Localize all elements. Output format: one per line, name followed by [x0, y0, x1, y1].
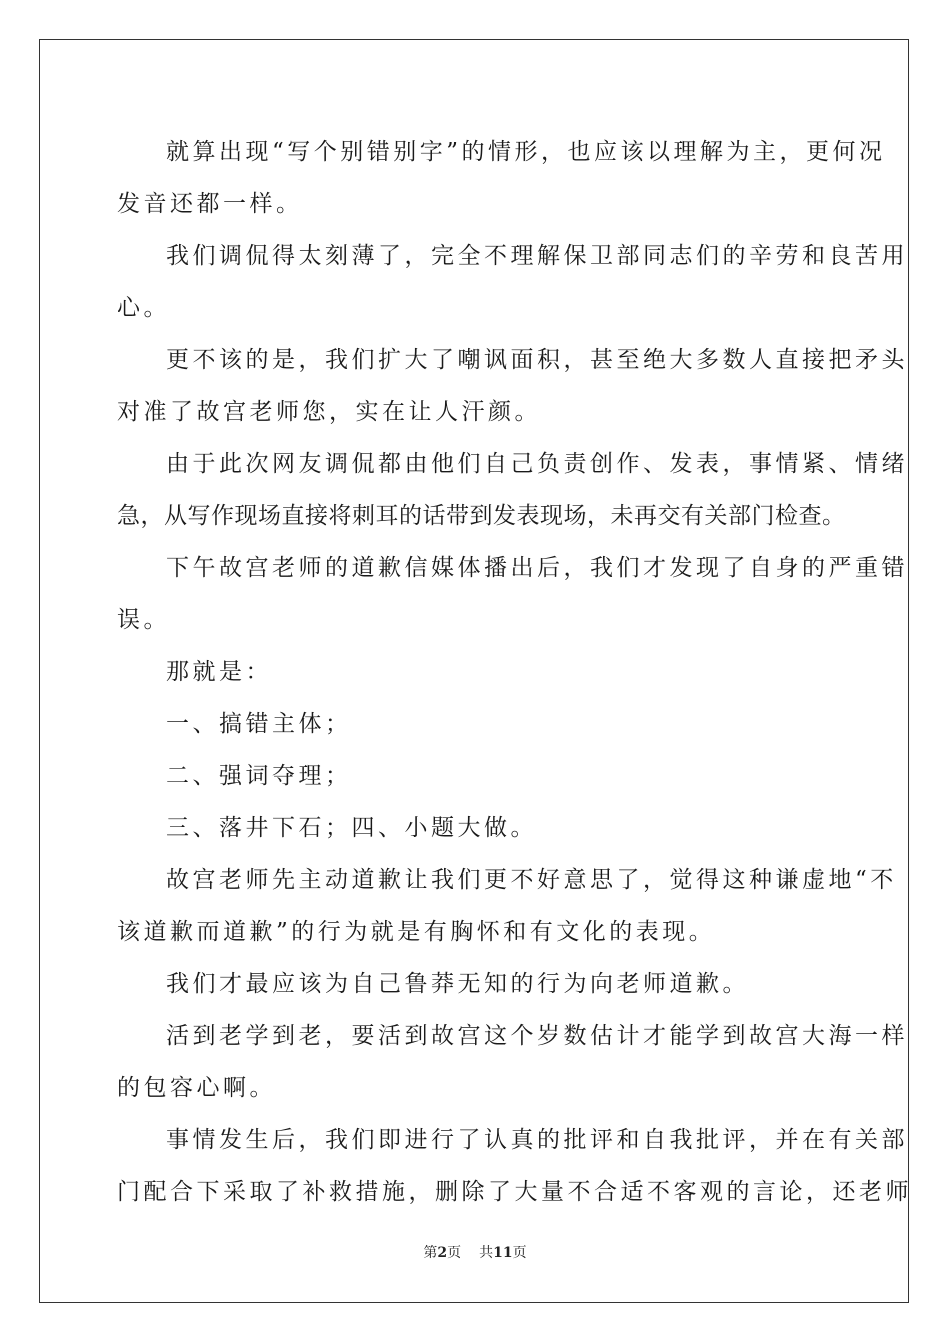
- total-page-count: 11: [493, 1245, 513, 1261]
- text-line: 更不该的是，我们扩大了嘲讽面积，甚至绝大多数人直接把矛头: [166, 347, 908, 373]
- text-line: 三、落井下石；四、小题大做。: [166, 815, 537, 841]
- page-footer: [0, 1244, 950, 1262]
- text-line: 我们才最应该为自己鲁莽无知的行为向老师道歉。: [166, 971, 749, 997]
- text-line: 二、强词夺理；: [166, 763, 352, 789]
- text-line: 就算出现“写个别错别字”的情形，也应该以理解为主，更何况: [166, 139, 886, 165]
- total-pages-label: 共11页: [479, 1245, 527, 1261]
- text-line: 对准了故宫老师您，实在让人汗颜。: [117, 399, 541, 425]
- page-number-label: 第2页: [423, 1245, 462, 1261]
- text-line: 该道歉而道歉”的行为就是有胸怀和有文化的表现。: [117, 919, 716, 945]
- text-line: 一、搞错主体；: [166, 711, 352, 737]
- text-line: 下午故宫老师的道歉信媒体播出后，我们才发现了自身的严重错: [166, 555, 908, 581]
- paragraph: [117, 126, 886, 230]
- paragraph: [117, 230, 908, 334]
- paragraph: [117, 438, 908, 542]
- paragraph: [117, 802, 833, 854]
- paragraph: [117, 854, 897, 958]
- text-line: 活到老学到老，要活到故宫这个岁数估计才能学到故宫大海一样: [166, 1023, 908, 1049]
- text-line: 心。: [117, 295, 170, 321]
- paragraph: [117, 1010, 908, 1114]
- text-line: 门配合下采取了补救措施，删除了大量不合适不客观的言论，还老师: [117, 1179, 912, 1205]
- text-line: 误。: [117, 607, 170, 633]
- paragraph: [117, 646, 833, 698]
- current-page-number: 2: [437, 1245, 448, 1261]
- text-line: 事情发生后，我们即进行了认真的批评和自我批评，并在有关部: [166, 1127, 908, 1153]
- text-line: 那就是：: [166, 659, 272, 685]
- text-line: 的包容心啊。: [117, 1075, 276, 1101]
- text-line: 故宫老师先主动道歉让我们更不好意思了，觉得这种谦虚地“不: [166, 867, 897, 893]
- paragraph: [117, 750, 833, 802]
- paragraph: [117, 1114, 912, 1218]
- text-line: 我们调侃得太刻薄了，完全不理解保卫部同志们的辛劳和良苦用: [166, 243, 908, 269]
- text-line: 发音还都一样。: [117, 191, 303, 217]
- text-line: 由于此次网友调侃都由他们自己负责创作、发表，事情紧、情绪: [166, 451, 908, 477]
- text-line: 急，从写作现场直接将刺耳的话带到发表现场，未再交有关部门检查。: [117, 503, 846, 529]
- paragraph: [117, 542, 908, 646]
- paragraph: [117, 958, 833, 1010]
- paragraph: [117, 334, 908, 438]
- document-body: [117, 126, 912, 1218]
- paragraph: [117, 698, 833, 750]
